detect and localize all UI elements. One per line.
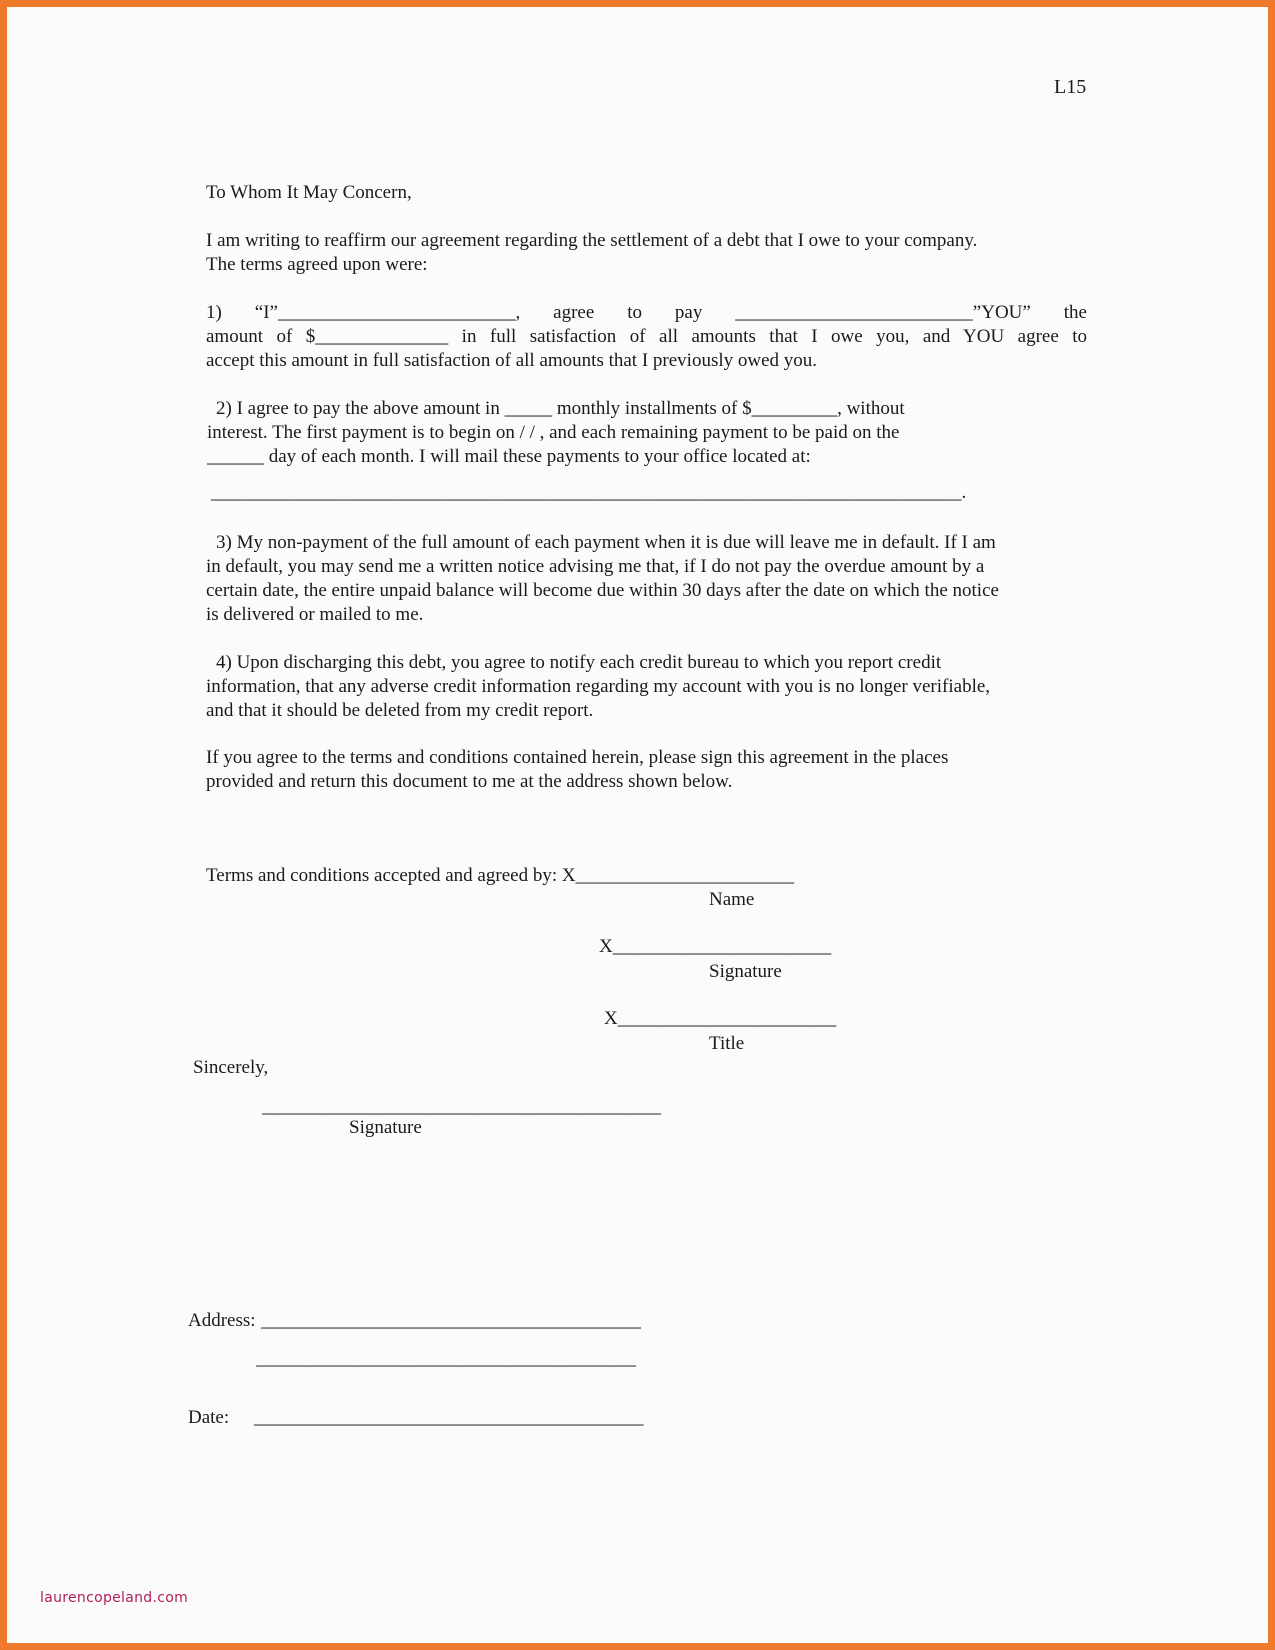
acceptance-signature-label: Signature	[709, 961, 782, 982]
acceptance-name-label: Name	[709, 889, 755, 910]
address-label: Address:	[188, 1310, 256, 1331]
acceptance-title-label: Title	[709, 1033, 745, 1054]
acceptance-name-line: Terms and conditions accepted and agreed by: X_______________________	[206, 865, 795, 886]
acceptance-signature-line: X_______________________	[599, 936, 832, 957]
term2-address-line: _______________________________________________________________________________.	[211, 482, 967, 503]
date-line: _________________________________________	[254, 1407, 644, 1428]
sender-signature-label: Signature	[349, 1117, 422, 1138]
acceptance-title-line: X_______________________	[604, 1008, 837, 1029]
term3-line-1: 3) My non-payment of the full amount of each payment when it is due will leave me in default. If I am	[216, 532, 996, 553]
document-code: L15	[1054, 76, 1087, 98]
term1-line-3: accept this amount in full satisfaction of all amounts that I previously owed you.	[206, 350, 818, 371]
term2-line-3: ______ day of each month. I will mail these payments to your office located at:	[207, 446, 811, 467]
term4-line-2: information, that any adverse credit information regarding my account with you is no longer verifiable,	[206, 676, 991, 697]
sincerely: Sincerely,	[193, 1057, 269, 1078]
salutation: To Whom It May Concern,	[206, 182, 412, 203]
closing-line-2: provided and return this document to me at the address shown below.	[206, 771, 733, 792]
closing-line-1: If you agree to the terms and conditions contained herein, please sign this agreement in the places	[206, 747, 949, 768]
term4-line-1: 4) Upon discharging this debt, you agree to notify each credit bureau to which you report credit	[216, 652, 942, 673]
term1-line-1: 1) “I”_________________________, agree to pay _________________________”YOU” the	[206, 302, 1087, 323]
sender-signature-line: __________________________________________	[262, 1096, 661, 1117]
term3-line-3: certain date, the entire unpaid balance will become due within 30 days after the date on which the notice	[206, 580, 999, 601]
term4-line-3: and that it should be deleted from my credit report.	[206, 700, 594, 721]
address-line-2: ________________________________________	[256, 1348, 636, 1369]
intro-line-1: I am writing to reaffirm our agreement regarding the settlement of a debt that I owe to your company.	[206, 230, 978, 251]
term1-line-2: amount of $______________ in full satisfaction of all amounts that I owe you, and YOU agree to	[206, 326, 1087, 347]
term3-line-2: in default, you may send me a written notice advising me that, if I do not pay the overdue amount by a	[206, 556, 985, 577]
watermark-text: laurencopeland.com	[40, 1590, 189, 1606]
term3-line-4: is delivered or mailed to me.	[206, 604, 424, 625]
term2-line-2: interest. The first payment is to begin on / / , and each remaining payment to be paid on the	[207, 422, 900, 443]
date-label: Date:	[188, 1407, 230, 1428]
address-line-1: ________________________________________	[261, 1310, 641, 1331]
intro-line-2: The terms agreed upon were:	[206, 254, 428, 275]
term2-line-1: 2) I agree to pay the above amount in _____ monthly installments of $_________, without	[216, 398, 905, 419]
